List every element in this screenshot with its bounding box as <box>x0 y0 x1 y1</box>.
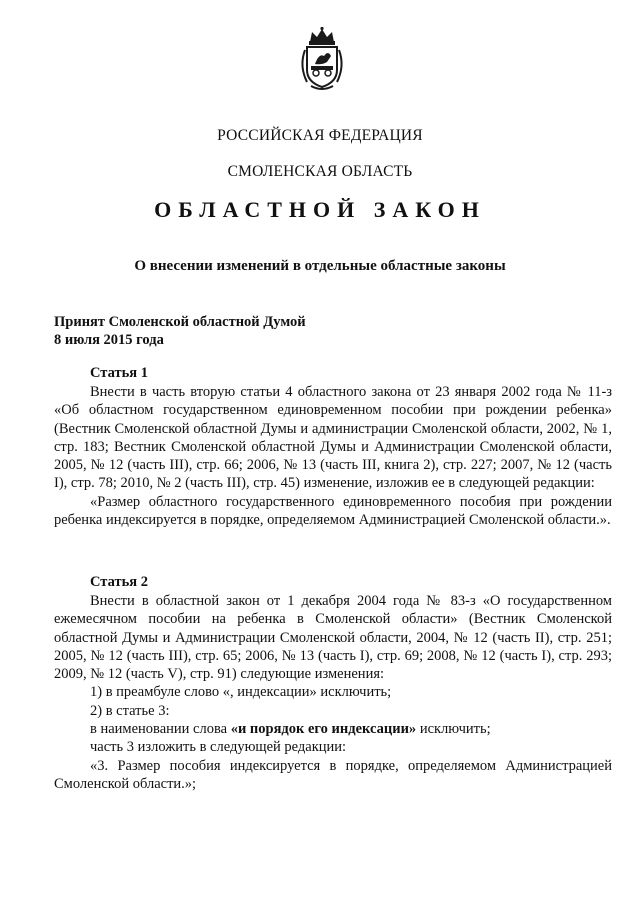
adoption-date: 8 июля 2015 года <box>54 332 164 348</box>
item-3-after: исключить; <box>416 721 491 738</box>
article-2-body <box>54 592 612 793</box>
article-2-item-2: 2) в статье 3: <box>90 702 170 719</box>
smolensk-coat-of-arms-icon <box>297 26 347 92</box>
article-2-item-4: часть 3 изложить в следующей редакции: <box>90 739 347 756</box>
item-3-before: в наименовании слова <box>90 721 231 738</box>
article-1-quote: «Размер областного государственного единовременного пособия при рождении ребенка индексируется в порядке, определяемом Администрацией Смоленской области.». <box>54 493 612 529</box>
country-name: РОССИЙСКАЯ ФЕДЕРАЦИЯ <box>217 127 423 144</box>
article-1-body <box>54 383 612 529</box>
document-type: ОБЛАСТНОЙ ЗАКОН <box>154 197 486 222</box>
article-1-text: Внести в часть вторую статьи 4 областного закона от 23 января 2002 года № 11-з «Об областном государственном единовременном пособии при рождении ребенка» (Вестник Смоленской областной Думы и администрации Смоленской области, 2002, № 1, стр. 183; Вестник Смоленской областной Думы и Администрации Смоленской области, 2005, № 12 (часть III), стр. 66; 2006, № 13 (часть III, книга 2), стр. 227; 2007, № 12 (часть I), стр. 78; 2010, № 2 (часть III), стр. 45) изменение, изложив ее в следующей редакции: <box>54 384 612 492</box>
law-title: О внесении изменений в отдельные областные законы <box>134 258 506 274</box>
item-3-bold: «и порядок его индексации» <box>230 721 417 738</box>
article-2-item-3 <box>54 720 612 738</box>
article-2-text: Внести в областной закон от 1 декабря 2004 года № 83-з «О государственном ежемесячном пособии на ребенка в Смоленской области» (Вестник Смоленской областной Думы и Администрации Смоленской области, 2004, № 12 (часть II), стр. 251; 2005, № 12 (часть III), стр. 65; 2006, № 13 (часть I), стр. 69; 2008, № 12 (часть I), стр. 293; 2009, № 12 (часть V), стр. 91) следующие изменения: <box>54 593 612 683</box>
adoption-info <box>54 313 306 349</box>
region-name: СМОЛЕНСКАЯ ОБЛАСТЬ <box>227 163 413 180</box>
adopted-by: Принят Смоленской областной Думой <box>54 314 306 330</box>
article-1-heading: Статья 1 <box>90 365 148 381</box>
article-2-heading: Статья 2 <box>90 574 148 590</box>
article-2-item-1: 1) в преамбуле слово «, индексации» исключить; <box>90 684 392 701</box>
article-2-quote: «3. Размер пособия индексируется в порядке, определяемом Администрацией Смоленской области.»; <box>54 757 612 792</box>
